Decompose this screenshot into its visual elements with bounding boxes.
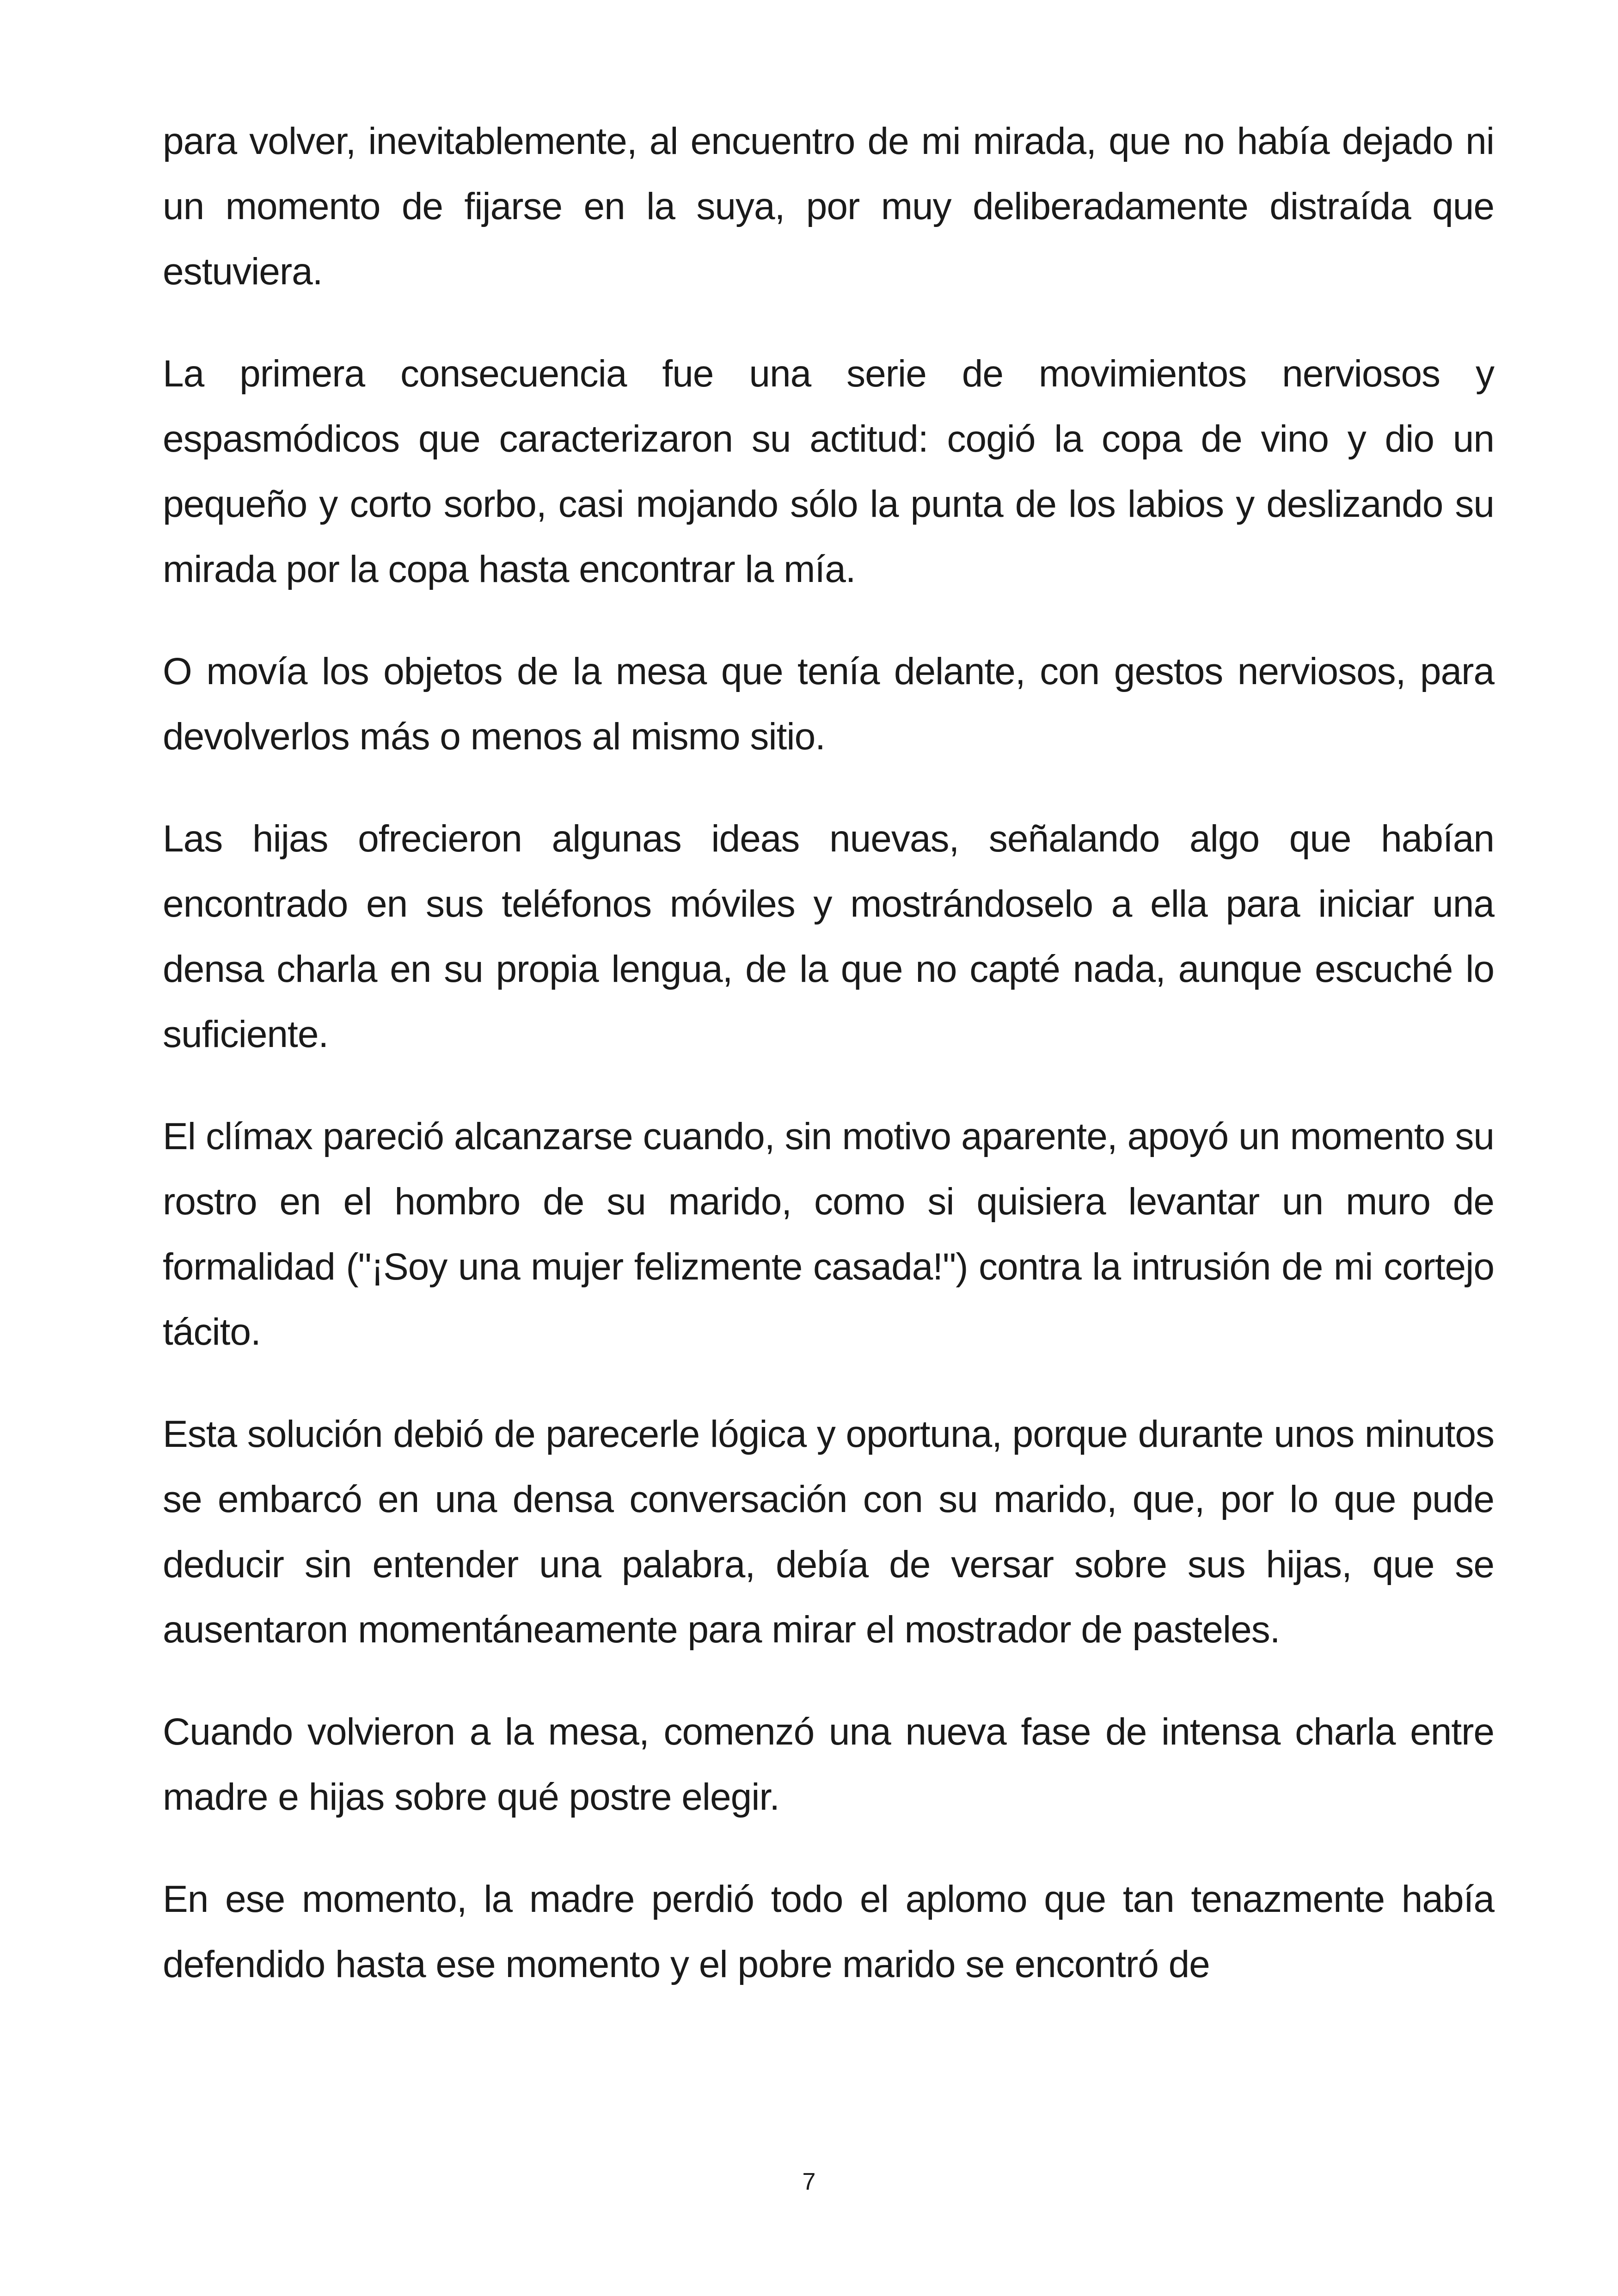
- paragraph: O movía los objetos de la mesa que tenía delante, con gestos nerviosos, para devolverlos más o menos al mismo sitio.: [163, 650, 1494, 758]
- paragraph: Esta solución debió de parecerle lógica y oportuna, porque durante unos minutos se embarcó en una densa conversación con su marido, que, por lo que pude deducir sin entender una palabra, debía de versar sobre sus hijas, que se ausentaron momentáneamente para mirar el mostrador de pasteles.: [163, 1413, 1494, 1651]
- paragraph: para volver, inevitablemente, al encuentro de mi mirada, que no había dejado ni un momento de fijarse en la suya, por muy deliberadamente distraída que estuviera.: [163, 120, 1494, 293]
- paragraph: Las hijas ofrecieron algunas ideas nuevas, señalando algo que habían encontrado en sus teléfonos móviles y mostrándoselo a ella para iniciar una densa charla en su propia lengua, de la que no capté nada, aunque escuché lo suficiente.: [163, 818, 1494, 1055]
- paragraph: Cuando volvieron a la mesa, comenzó una nueva fase de intensa charla entre madre e hijas sobre qué postre elegir.: [163, 1711, 1494, 1818]
- paragraph: La primera consecuencia fue una serie de movimientos nerviosos y espasmódicos que caracterizaron su actitud: cogió la copa de vino y dio un pequeño y corto sorbo, casi mojando sólo la punta de los labios y deslizando su mirada por la copa hasta encontrar la mía.: [163, 353, 1494, 590]
- paragraph: En ese momento, la madre perdió todo el aplomo que tan tenazmente había defendido hasta ese momento y el pobre marido se encontró de: [163, 1878, 1494, 1985]
- paragraph: El clímax pareció alcanzarse cuando, sin motivo aparente, apoyó un momento su rostro en el hombro de su marido, como si quisiera levantar un muro de formalidad ("¡Soy una mujer felizmente casada!") contra la intrusión de mi cortejo tácito.: [163, 1115, 1494, 1353]
- body-text: [163, 109, 1494, 1997]
- page-number: 7: [802, 2168, 816, 2195]
